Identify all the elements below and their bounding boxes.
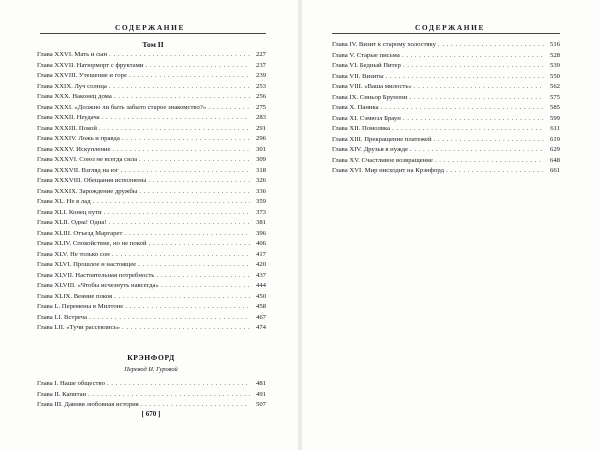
toc-entry-title: Глава XXXII. Неудача [37, 114, 100, 121]
toc-entry [37, 239, 266, 250]
toc-entry [332, 72, 560, 83]
toc-entry-page: 585 [549, 104, 560, 111]
dot-leader [122, 134, 250, 145]
toc-list-cranford [37, 379, 266, 411]
toc-entry-title: Глава XLIV. Спокойствие, но не покой [37, 240, 147, 247]
toc-entry-title: Глава XLIX. Веяние покоя [37, 292, 113, 300]
dot-leader [386, 72, 544, 83]
running-head: СОДЕРЖАНИЕ [114, 23, 186, 32]
toc-entry-title: Глава LI. Встреча [37, 313, 87, 321]
toc-entry-title: Глава VII. Визиты [332, 72, 384, 80]
toc-entry-title: Глава II. Капитан [37, 390, 87, 398]
toc-entry-title: Глава XXXIII. Покой [37, 124, 97, 132]
toc-entry [37, 113, 266, 124]
toc-entry [37, 50, 266, 61]
toc-entry [37, 145, 266, 156]
toc-entry-title: Глава VIII. «Ваша милость» [332, 83, 412, 90]
toc-entry-title: Глава XXVII. Натюрморт с фруктами [37, 61, 144, 69]
toc-entry-page: 359 [255, 198, 266, 205]
toc-entry-page: 648 [549, 156, 560, 164]
toc-entry [37, 92, 266, 103]
toc-entry [37, 82, 266, 93]
toc-entry-page: 237 [255, 61, 266, 69]
toc-entry-title: Глава XXX. Наконец дома [37, 93, 112, 100]
dot-leader [93, 197, 250, 208]
dot-leader [104, 208, 250, 219]
toc-entry-page: 575 [549, 93, 560, 101]
toc-entry-title: Глава VI. Бедный Питер [332, 62, 401, 69]
dot-leader [208, 103, 250, 114]
toc-entry-title: Глава XLIII. Отъезд Маргарет [37, 229, 123, 237]
dot-leader [107, 379, 250, 390]
toc-entry-title: Глава XXVI. Мать и сын [37, 51, 108, 58]
dot-leader [109, 218, 250, 229]
toc-entry-page: 611 [550, 125, 560, 132]
toc-entry-title: Глава X. Паника [332, 104, 379, 111]
dot-leader [402, 51, 544, 62]
toc-entry-title: Глава I. Наше общество [37, 380, 105, 387]
toc-entry-page: 629 [549, 146, 560, 153]
dot-leader [120, 166, 250, 177]
dot-leader [109, 82, 250, 93]
toc-entry-title: Глава XV. Счастливое возвращение [332, 156, 433, 164]
toc-entry [37, 155, 266, 166]
toc-entry [37, 103, 266, 114]
toc-entry-title: Глава XLII. Одна! Одна! [37, 219, 107, 226]
toc-entry-title: Глава XI. Сэмюэл Браун [332, 114, 401, 122]
toc-entry [37, 124, 266, 135]
running-head: СОДЕРЖАНИЕ [414, 23, 486, 32]
dot-leader [112, 250, 250, 261]
toc-entry-title: Глава XLV. Не только сон [37, 250, 110, 258]
dot-leader [141, 400, 250, 411]
toc-entry-page: 275 [255, 103, 266, 111]
toc-entry-page: 474 [255, 324, 266, 331]
dot-leader [89, 313, 250, 324]
toc-entry-title: Глава XXXIX. Зарождение дружбы [37, 187, 138, 195]
dot-leader [112, 145, 250, 156]
toc-entry-page: 406 [255, 240, 266, 247]
toc-entry-page: 550 [549, 72, 560, 80]
toc-entry-page: 619 [549, 135, 560, 143]
dot-leader [102, 113, 250, 124]
dot-leader [114, 92, 250, 103]
translator-credit: Перевод И. Гуровой [124, 366, 178, 373]
volume-title: Том II [142, 40, 164, 49]
toc-entry-title: Глава XLVII. Настоятельная потребность [37, 271, 155, 279]
toc-list-cranford-continued [332, 40, 560, 177]
toc-entry [332, 135, 560, 146]
dot-leader [446, 166, 544, 177]
toc-entry [332, 145, 560, 156]
toc-entry [37, 176, 266, 187]
toc-entry [37, 313, 266, 324]
toc-entry [37, 229, 266, 240]
toc-entry [37, 323, 266, 334]
toc-entry-page: 562 [549, 83, 560, 90]
toc-entry [332, 166, 560, 177]
toc-entry-title: Глава LII. «Тучи рассеялись» [37, 324, 120, 331]
toc-entry-title: Глава XLVIII. «Чтобы исчезнуть навсегда» [37, 282, 159, 289]
dot-leader [392, 124, 544, 135]
toc-entry-title: Глава XII. Помолвка [332, 125, 391, 132]
toc-entry [37, 390, 266, 401]
toc-entry [332, 103, 560, 114]
toc-entry-page: 256 [255, 93, 266, 100]
toc-entry [37, 61, 266, 72]
toc-entry [37, 187, 266, 198]
toc-entry-title: Глава XXVIII. Утешение и горе [37, 72, 127, 79]
dot-leader [99, 124, 250, 135]
toc-entry [37, 197, 266, 208]
toc-entry [332, 124, 560, 135]
toc-entry-page: 396 [255, 229, 266, 237]
dot-leader [139, 155, 250, 166]
book-gutter [297, 0, 303, 450]
toc-entry-title: Глава XL. Не в лад [37, 198, 91, 205]
toc-entry-page: 491 [255, 390, 266, 398]
toc-entry-page: 309 [255, 156, 266, 163]
toc-entry-page: 283 [255, 114, 266, 121]
page-number: [ 670 ] [141, 410, 161, 418]
toc-entry-page: 458 [255, 303, 266, 310]
dot-leader [149, 239, 250, 250]
toc-entry [37, 292, 266, 303]
dot-leader [122, 323, 250, 334]
toc-entry-page: 253 [255, 82, 266, 90]
toc-entry [37, 281, 266, 292]
toc-entry [37, 400, 266, 411]
dot-leader [414, 82, 544, 93]
toc-entry-title: Глава XLI. Конец пути [37, 208, 102, 216]
toc-entry-page: 318 [255, 166, 266, 174]
toc-entry-page: 336 [255, 187, 266, 195]
head-rule [332, 33, 560, 34]
toc-entry [332, 51, 560, 62]
toc-entry-page: 417 [255, 250, 266, 258]
toc-entry-page: 661 [549, 167, 560, 174]
toc-entry-title: Глава V. Старые письма [332, 51, 400, 59]
toc-list-volume-2 [37, 50, 266, 334]
toc-entry-page: 450 [255, 292, 266, 300]
work-title: КРЭНФОРД [127, 353, 175, 362]
toc-entry-page: 227 [255, 51, 266, 58]
toc-entry-title: Глава XXXVI. Союз не всегда сила [37, 156, 138, 163]
toc-entry [37, 218, 266, 229]
toc-entry-page: 373 [255, 208, 266, 216]
dot-leader [435, 156, 544, 167]
toc-entry-title: Глава XXXVIII. Обещания исполнены [37, 177, 147, 184]
toc-entry-page: 599 [549, 114, 560, 122]
dot-leader [438, 40, 544, 51]
toc-entry-title: Глава XXXV. Искупление [37, 145, 111, 153]
toc-entry-title: Глава XLVI. Прошлое и настоящее [37, 261, 137, 268]
toc-entry-page: 420 [255, 261, 266, 268]
dot-leader [381, 103, 544, 114]
toc-entry [37, 271, 266, 282]
toc-entry [37, 71, 266, 82]
toc-entry [37, 260, 266, 271]
toc-entry-page: 437 [255, 271, 266, 279]
toc-entry [37, 302, 266, 313]
dot-leader [434, 135, 544, 146]
toc-entry [37, 379, 266, 390]
dot-leader [138, 260, 250, 271]
toc-entry [37, 134, 266, 145]
toc-entry [332, 40, 560, 51]
toc-entry-title: Глава XVI. Мир нисходит на Крэнфорд [332, 167, 444, 174]
right-page [300, 0, 600, 450]
dot-leader [161, 281, 250, 292]
toc-entry [332, 114, 560, 125]
dot-leader [114, 292, 250, 303]
toc-entry-page: 539 [549, 62, 560, 69]
toc-entry-title: Глава L. Перемены в Милтоне [37, 303, 124, 310]
toc-entry-page: 507 [255, 401, 266, 408]
toc-entry-title: Глава XXXI. «Должно ли быть забыто старое знакомство?» [37, 103, 207, 111]
toc-entry [332, 61, 560, 72]
toc-entry-page: 444 [255, 282, 266, 289]
toc-entry-title: Глава IV. Визит к старому холостяку [332, 41, 437, 48]
toc-entry-title: Глава XIV. Друзья в нужде [332, 146, 408, 153]
toc-entry-page: 301 [255, 145, 266, 153]
toc-entry-page: 239 [255, 72, 266, 79]
dot-leader [409, 93, 544, 104]
toc-entry-title: Глава XXXVII. Взгляд на юг [37, 166, 119, 174]
toc-entry [332, 156, 560, 167]
toc-entry-page: 516 [549, 41, 560, 48]
toc-entry-title: Глава XIII. Прекращение платежей [332, 135, 432, 143]
toc-entry [332, 82, 560, 93]
dot-leader [148, 176, 250, 187]
dot-leader [403, 61, 544, 72]
toc-entry-page: 528 [549, 51, 560, 59]
head-rule [40, 33, 266, 34]
toc-entry-page: 326 [255, 177, 266, 184]
dot-leader [125, 302, 250, 313]
toc-entry [332, 93, 560, 104]
dot-leader [129, 71, 250, 82]
toc-entry [37, 250, 266, 261]
dot-leader [145, 61, 250, 72]
toc-entry-page: 381 [255, 219, 266, 226]
dot-leader [124, 229, 250, 240]
toc-entry-title: Глава IX. Синьор Брунони [332, 93, 408, 101]
toc-entry [37, 166, 266, 177]
dot-leader [109, 50, 250, 61]
toc-entry-page: 467 [255, 313, 266, 321]
dot-leader [139, 187, 250, 198]
toc-entry-title: Глава XXIX. Луч солнца [37, 82, 107, 90]
toc-entry [37, 208, 266, 219]
toc-entry-title: Глава XXXIV. Ложь и правда [37, 135, 120, 142]
dot-leader [88, 390, 250, 401]
toc-entry-page: 481 [255, 380, 266, 387]
toc-entry-page: 296 [255, 135, 266, 142]
toc-entry-title: Глава III. Давняя любовная история [37, 401, 139, 408]
toc-entry-page: 291 [255, 124, 266, 132]
dot-leader [156, 271, 250, 282]
dot-leader [410, 145, 544, 156]
dot-leader [403, 114, 544, 125]
